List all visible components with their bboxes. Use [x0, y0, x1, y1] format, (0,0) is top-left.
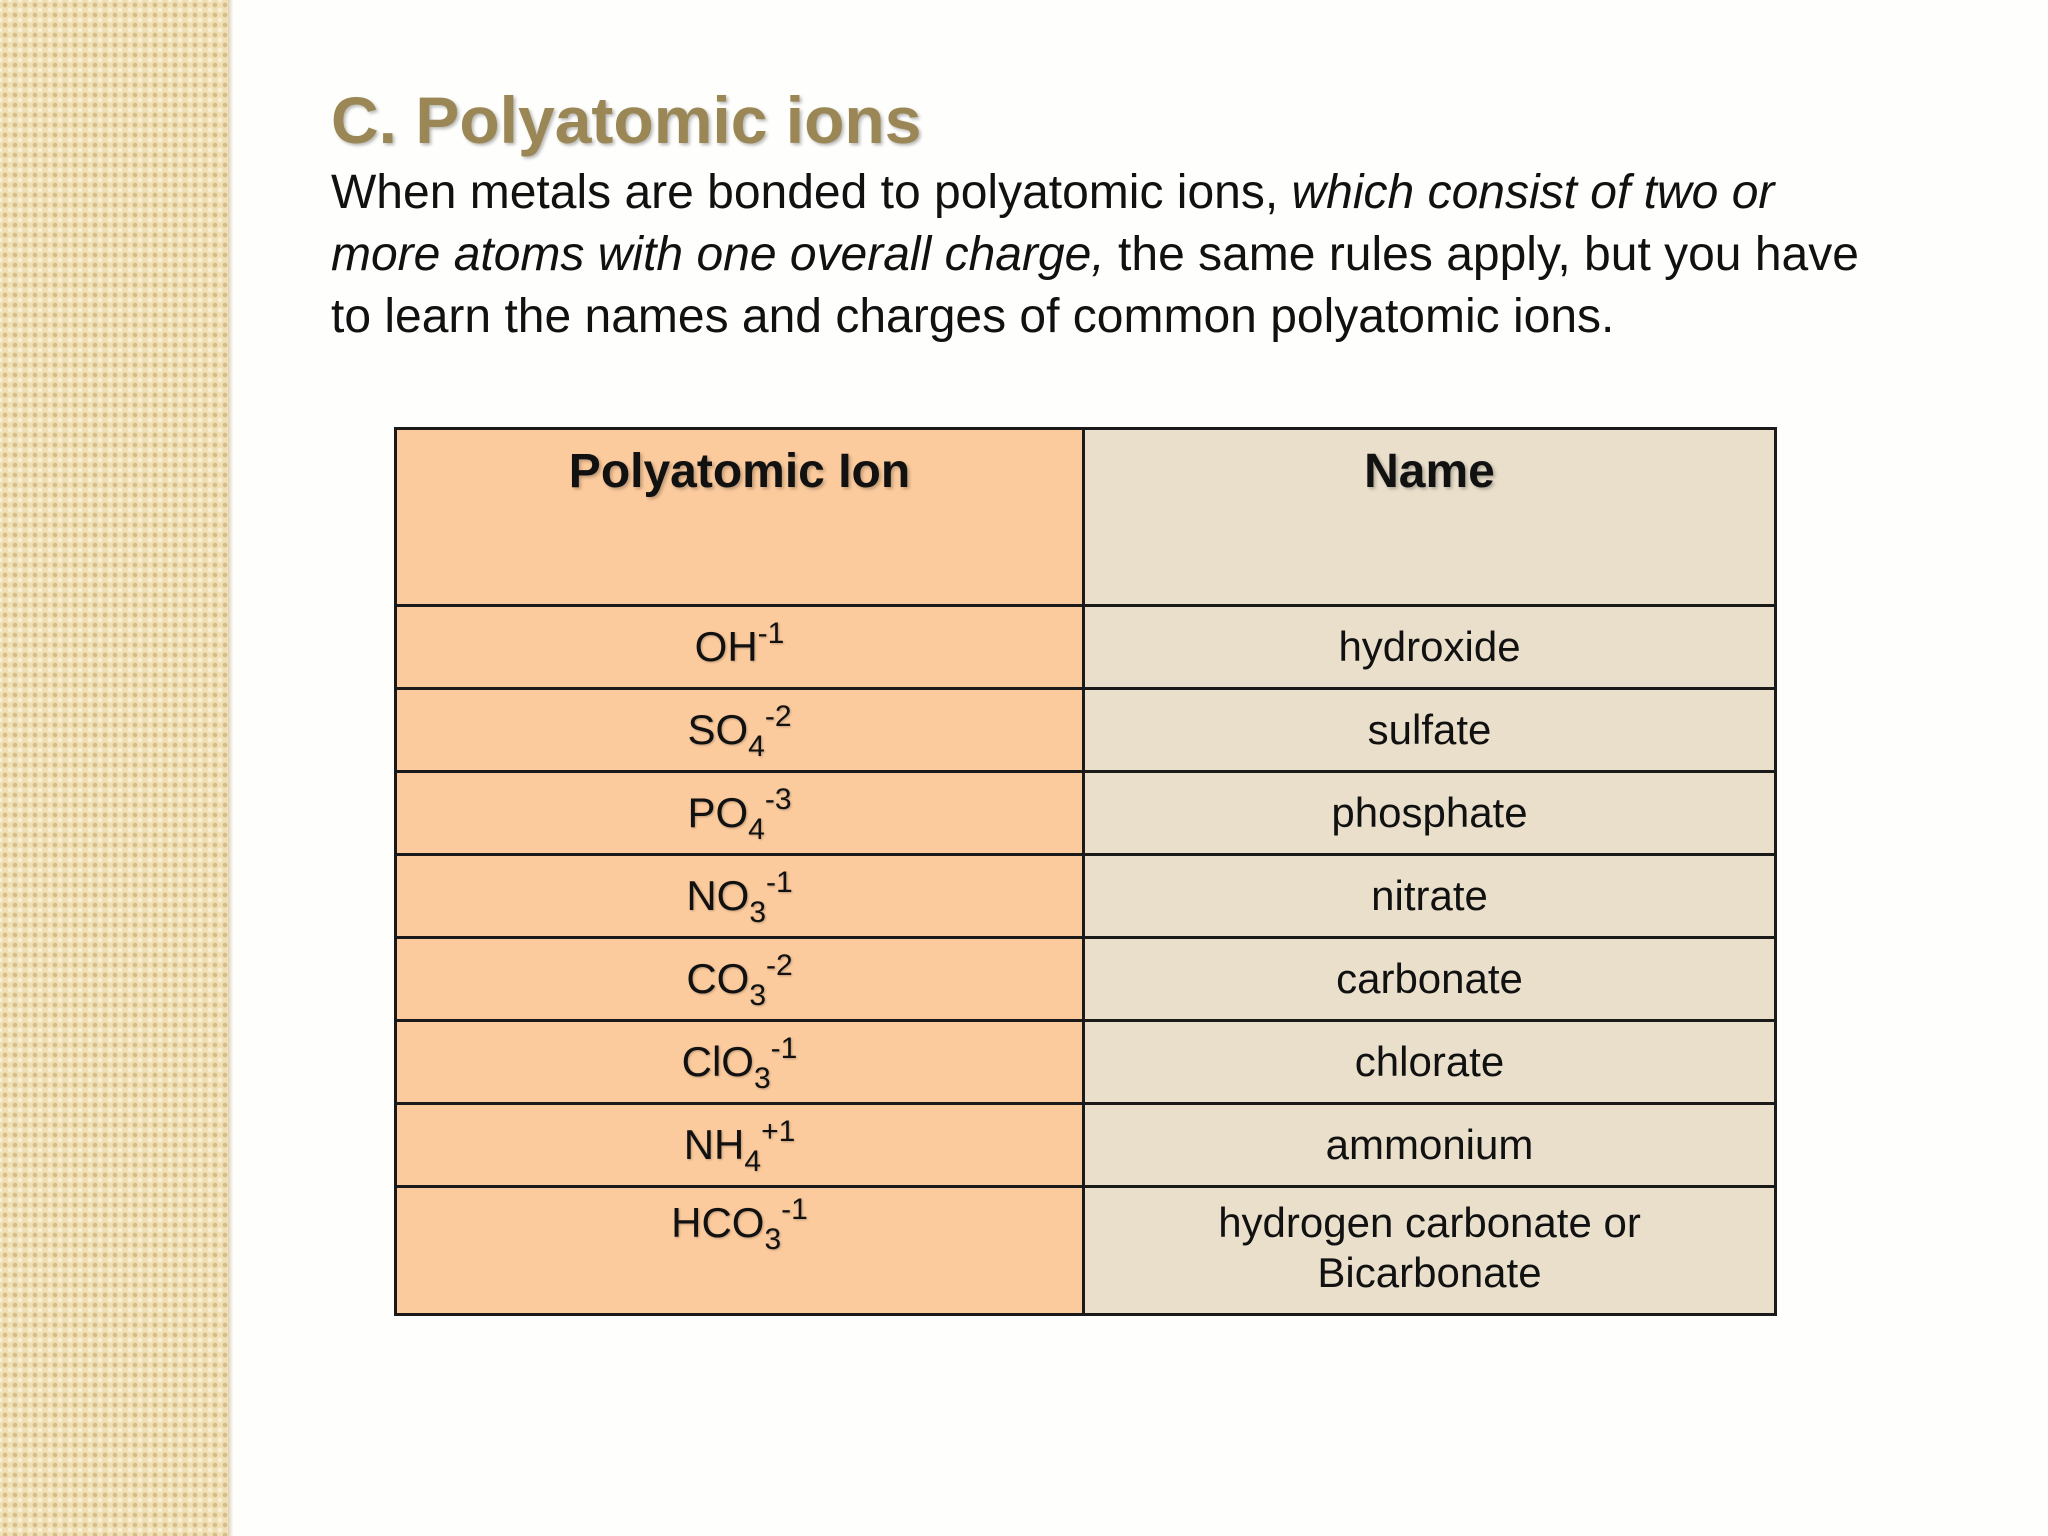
ion-formula	[681, 1032, 798, 1095]
formula-base: ClO	[681, 1038, 754, 1085]
formula-subscript: 3	[749, 896, 766, 929]
ion-formula-cell	[396, 689, 1084, 772]
formula-charge: -1	[757, 617, 785, 650]
formula-subscript: 4	[748, 813, 765, 846]
ion-formula	[683, 1115, 796, 1178]
polyatomic-ions-table	[394, 427, 1777, 1316]
ion-name-cell: phosphate	[1084, 772, 1776, 855]
ion-name-cell: chlorate	[1084, 1021, 1776, 1104]
ion-name-line1: hydrogen carbonate or	[1218, 1199, 1641, 1246]
ion-formula	[686, 866, 793, 929]
intro-paragraph	[331, 162, 1871, 348]
table-row	[396, 1104, 1776, 1187]
formula-base: OH	[694, 623, 758, 670]
table-row	[396, 938, 1776, 1021]
ion-formula	[694, 617, 785, 670]
ion-name-cell: sulfate	[1084, 689, 1776, 772]
formula-subscript: 3	[749, 979, 766, 1012]
table-row	[396, 689, 1776, 772]
formula-base: NH	[683, 1121, 745, 1168]
intro-text-part1: When metals are bonded to polyatomic ions,	[331, 166, 1292, 219]
ion-formula-cell	[396, 938, 1084, 1021]
header-polyatomic-ion: Polyatomic Ion	[396, 429, 1084, 606]
ion-formula-cell	[396, 772, 1084, 855]
table-row	[396, 1021, 1776, 1104]
formula-base: SO	[687, 706, 749, 753]
table-row	[396, 772, 1776, 855]
ion-name-cell: nitrate	[1084, 855, 1776, 938]
ion-formula-cell	[396, 1021, 1084, 1104]
formula-base: HCO	[671, 1199, 765, 1246]
ion-formula-cell	[396, 1187, 1084, 1315]
ion-name-cell: carbonate	[1084, 938, 1776, 1021]
ion-name-cell	[1084, 1187, 1776, 1315]
table-header-row	[396, 429, 1776, 606]
formula-charge: -3	[764, 783, 792, 816]
intro-text-emphasis: which consist of two or more atoms with one overall charge,	[331, 166, 1775, 281]
slide-title: C. Polyatomic ions	[331, 83, 922, 157]
decorative-side-stripe	[0, 0, 228, 1536]
formula-charge: -1	[781, 1193, 808, 1226]
formula-charge: -2	[766, 949, 793, 982]
ion-formula	[686, 949, 793, 1012]
ion-name-line2: Bicarbonate	[1317, 1249, 1542, 1296]
ion-formula	[687, 783, 792, 846]
header-name: Name	[1084, 429, 1776, 606]
formula-base: CO	[686, 955, 750, 1002]
ion-name-cell: ammonium	[1084, 1104, 1776, 1187]
ion-name-cell: hydroxide	[1084, 606, 1776, 689]
formula-charge: +1	[761, 1115, 796, 1148]
formula-base: NO	[686, 872, 750, 919]
ion-formula	[687, 700, 792, 763]
intro-text-part2: the same rules apply, but you have to learn the names and charges of common polyatomic ions.	[331, 228, 1859, 343]
table-row	[396, 855, 1776, 938]
formula-subscript: 4	[748, 730, 765, 763]
ion-formula-cell	[396, 855, 1084, 938]
table-row	[396, 606, 1776, 689]
ion-formula-cell	[396, 1104, 1084, 1187]
ion-formula	[671, 1193, 808, 1256]
formula-subscript: 4	[744, 1145, 762, 1178]
formula-charge: -1	[766, 866, 793, 899]
formula-charge: -1	[770, 1032, 798, 1065]
ion-formula-cell	[396, 606, 1084, 689]
formula-subscript: 3	[753, 1062, 771, 1095]
formula-base: PO	[687, 789, 749, 836]
table-row	[396, 1187, 1776, 1315]
formula-subscript: 3	[764, 1223, 782, 1256]
side-stripe-edge	[228, 0, 233, 1536]
formula-charge: -2	[764, 700, 792, 733]
